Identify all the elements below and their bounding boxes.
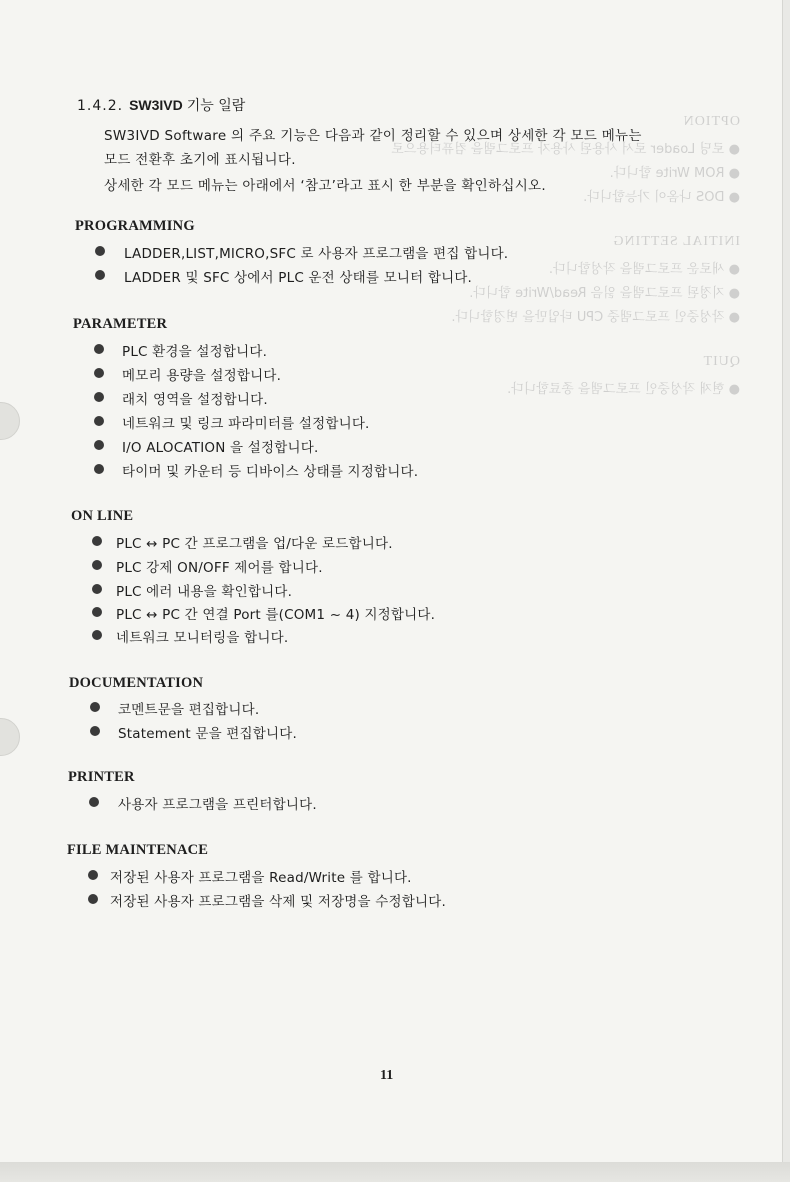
list-item: 사용자 프로그램을 프린터합니다. (118, 797, 317, 813)
bullet-icon (88, 894, 98, 904)
ghost-line: INITIAL SETTING (612, 234, 740, 249)
list-item: PLC 에러 내용을 확인합니다. (116, 584, 293, 600)
list-item: 네트워크 및 링크 파라미터를 설정합니다. (122, 416, 370, 432)
page-number: 11 (380, 1068, 394, 1083)
list-item: Statement 문을 편집합니다. (118, 726, 298, 742)
ghost-line: ● ROM Write 합니다. (609, 166, 740, 181)
bullet-icon (90, 702, 100, 712)
ghost-line: ● DOS 나옴이 가능합니다. (583, 190, 740, 205)
ghost-line: ● 작성중인 프로그램중 CPU 타입만을 변경합니다. (451, 310, 740, 325)
bullet-icon (92, 630, 102, 640)
bullet-icon (90, 726, 100, 736)
list-item: 코멘트문을 편집합니다. (118, 702, 260, 718)
scan-edge (0, 1162, 790, 1182)
list-item: PLC 강제 ON/OFF 제어를 합니다. (116, 560, 323, 576)
list-item: 래치 영역을 설정합니다. (122, 392, 268, 408)
ghost-line: ● 새로운 프로그램을 작성합니다. (548, 262, 740, 277)
list-item: 메모리 용량을 설정합니다. (122, 368, 282, 384)
bullet-icon (92, 607, 102, 617)
list-item: 저장된 사용자 프로그램을 삭제 및 저장명을 수정합니다. (110, 894, 446, 910)
list-item: LADDER,LIST,MICRO,SFC 로 사용자 프로그램을 편집 합니다. (124, 246, 509, 262)
heading-file-maintenance: FILE MAINTENACE (67, 842, 209, 858)
list-item: PLC ↔ PC 간 연결 Port 를(COM1 ~ 4) 지정합니다. (116, 607, 436, 623)
bullet-icon (94, 440, 104, 450)
list-item: 저장된 사용자 프로그램을 Read/Write 를 합니다. (110, 870, 412, 886)
section-title (77, 95, 245, 115)
bullet-icon (92, 536, 102, 546)
section-name: SW3IVD (129, 97, 183, 113)
heading-online: ON LINE (71, 508, 134, 524)
ghost-line: ● 현재 작성중인 프로그램을 종료합니다. (507, 382, 740, 397)
binder-hole (0, 718, 20, 756)
list-item: PLC ↔ PC 간 프로그램을 업/다운 로드합니다. (116, 536, 393, 552)
bullet-icon (92, 584, 102, 594)
list-item: LADDER 및 SFC 상에서 PLC 운전 상태를 모니터 합니다. (124, 270, 473, 286)
intro-line: 모드 전환후 초기에 표시됩니다. (104, 152, 296, 168)
ghost-line: QUIT (702, 354, 740, 369)
bullet-icon (94, 368, 104, 378)
list-item: PLC 환경을 설정합니다. (122, 344, 268, 360)
bullet-icon (94, 392, 104, 402)
bullet-icon (92, 560, 102, 570)
bullet-icon (94, 416, 104, 426)
heading-parameter: PARAMETER (73, 316, 168, 332)
list-item: 네트워크 모니터링을 합니다. (116, 630, 289, 646)
section-desc: 기능 일람 (186, 98, 246, 114)
list-item: I/O ALOCATION 을 설정합니다. (122, 440, 319, 456)
ghost-line: ● 로딩 Loader 로서 사용된 사용자 프로그램을 컴퓨터용으로 (391, 142, 740, 157)
ghost-line: OPTION (682, 114, 740, 129)
bullet-icon (94, 344, 104, 354)
heading-documentation: DOCUMENTATION (69, 675, 204, 691)
bullet-icon (95, 246, 105, 256)
ghost-line: ● 지정된 프로그램을 읽음 Read/Write 합니다. (469, 286, 740, 301)
binder-hole (0, 402, 20, 440)
heading-printer: PRINTER (68, 769, 135, 785)
bullet-icon (95, 270, 105, 280)
bullet-icon (89, 797, 99, 807)
intro-line: SW3IVD Software 의 주요 기능은 다음과 같이 정리할 수 있으며 상세한 각 모드 메뉴는 (104, 128, 642, 144)
bullet-icon (94, 464, 104, 474)
section-number: 1.4.2. (77, 98, 124, 114)
list-item: 타이머 및 카운터 등 디바이스 상태를 지정합니다. (122, 464, 419, 480)
heading-programming: PROGRAMMING (75, 218, 195, 234)
bullet-icon (88, 870, 98, 880)
intro-line: 상세한 각 모드 메뉴는 아래에서 ‘참고’라고 표시 한 부분을 확인하십시오. (104, 178, 546, 194)
